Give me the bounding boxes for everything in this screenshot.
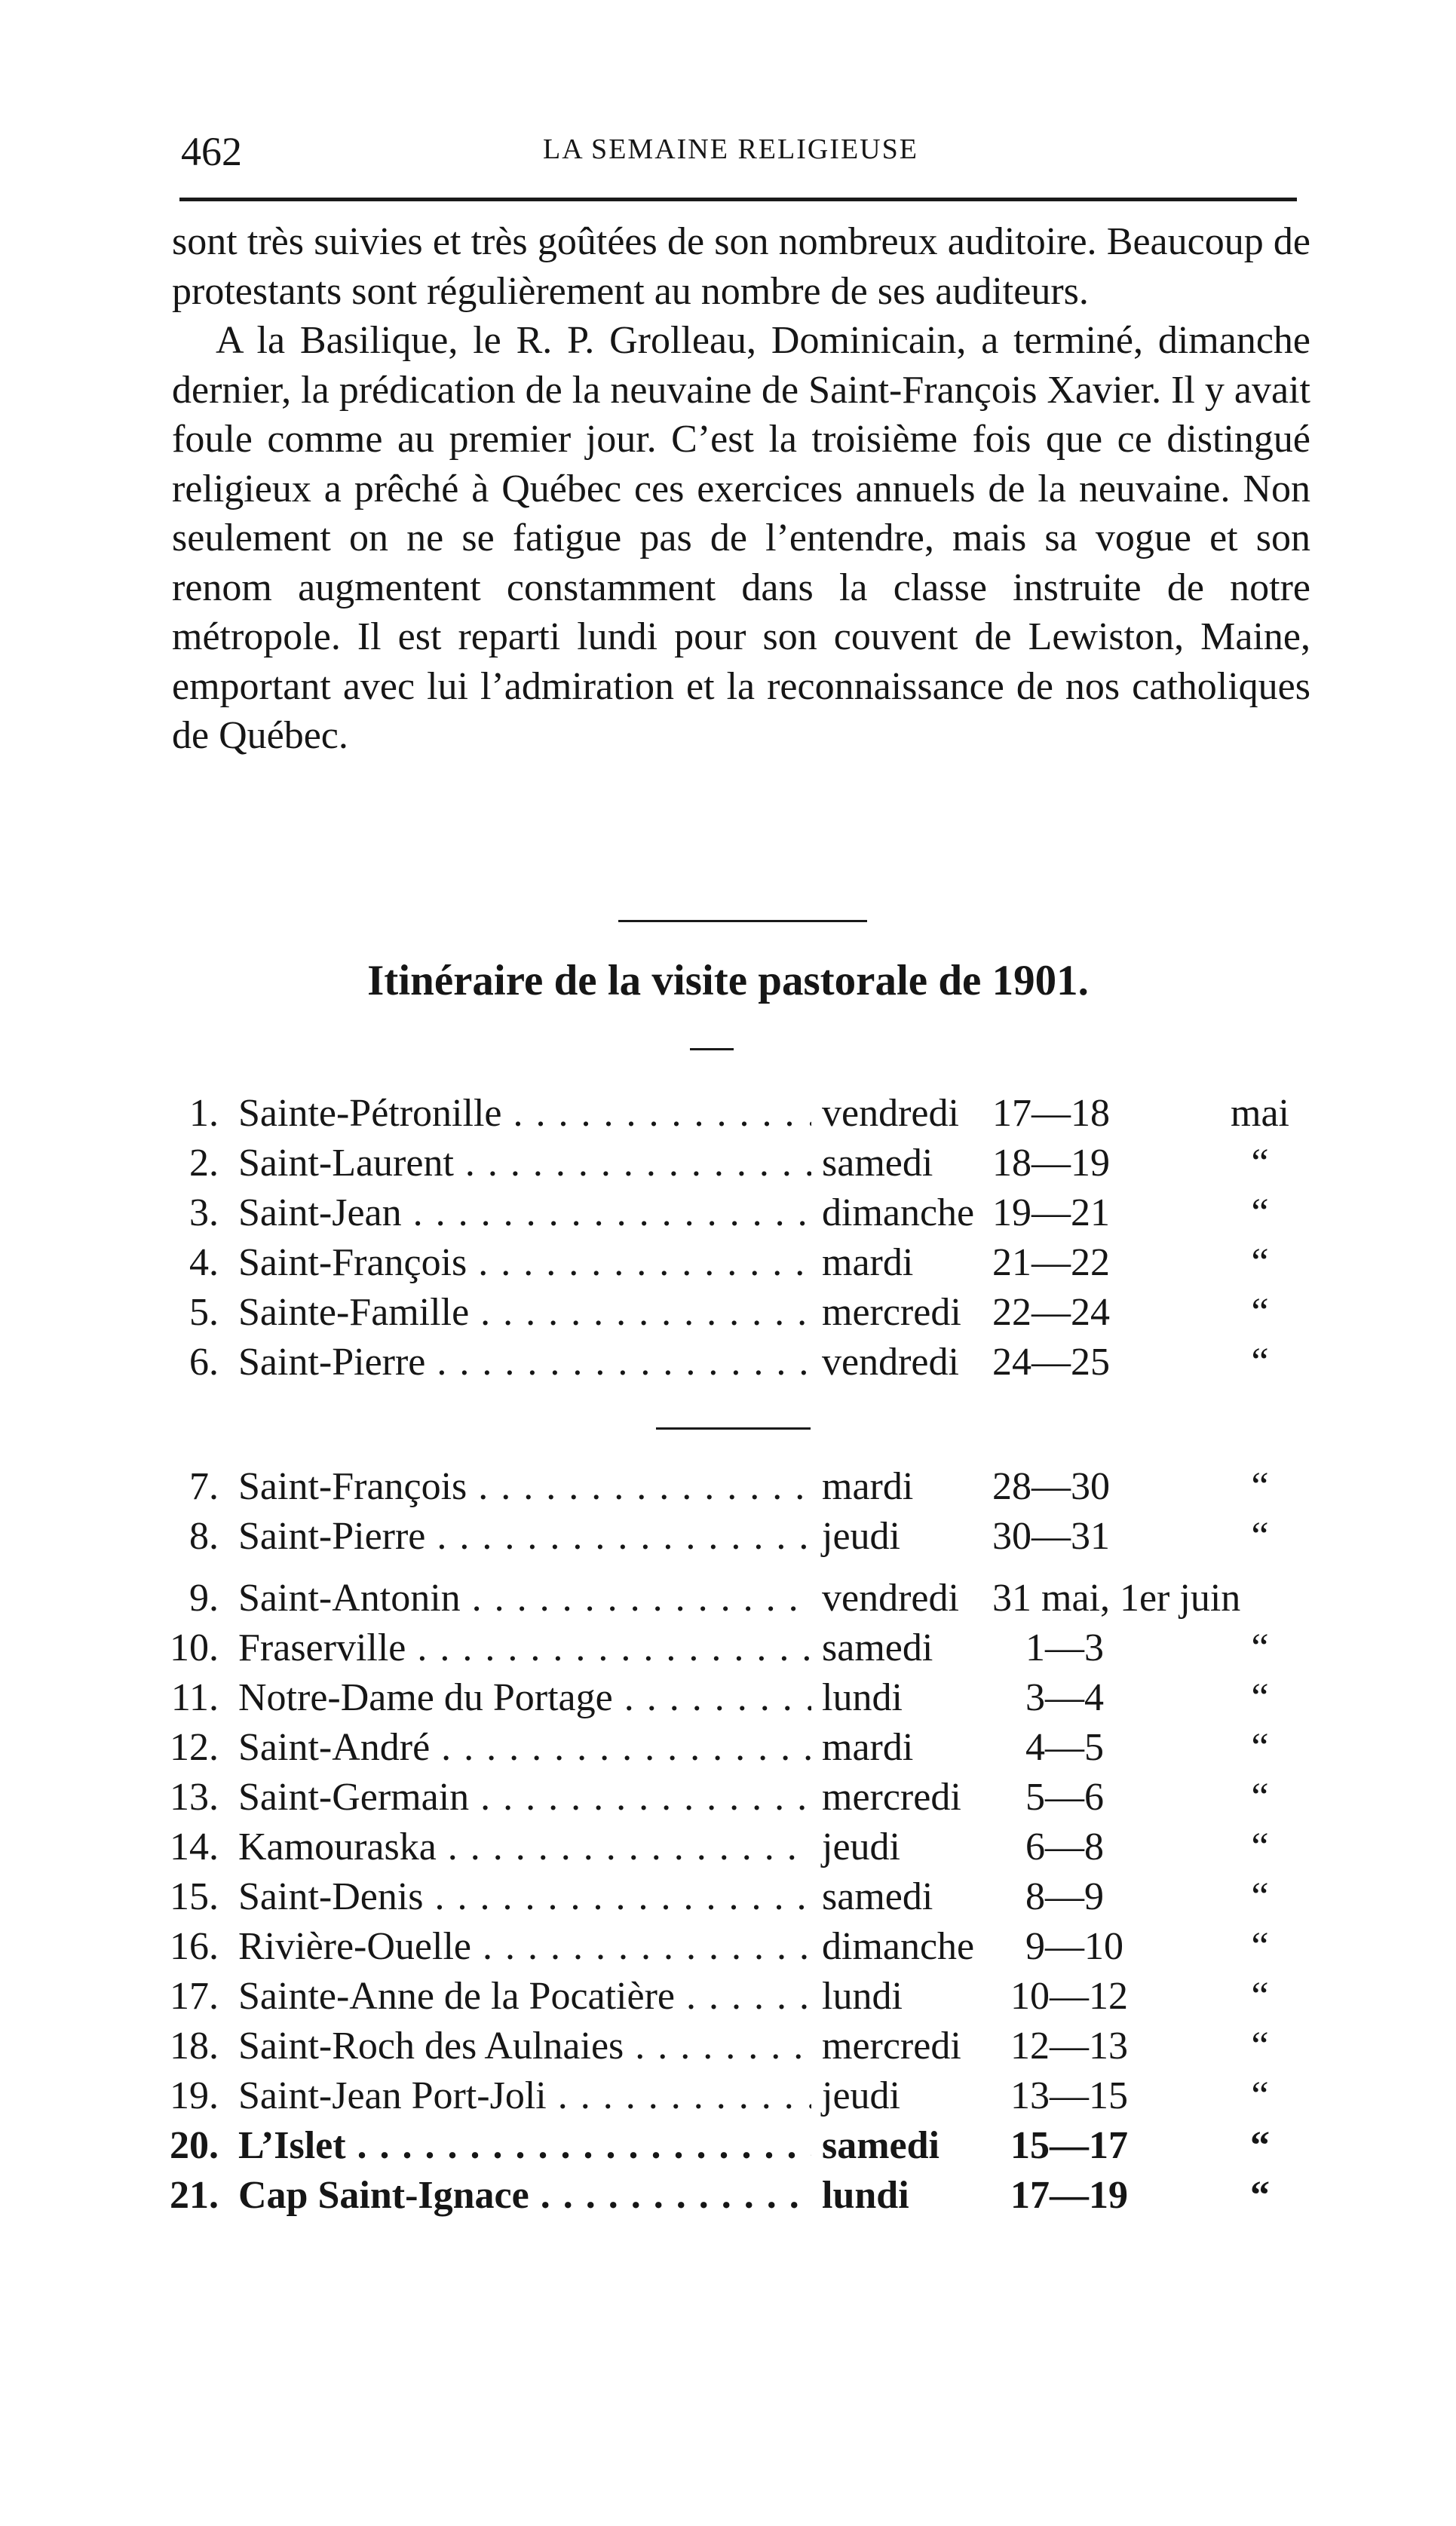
row-number: 11. xyxy=(170,1676,219,1719)
parish-name: Cap Saint-Ignace . . . xyxy=(238,2173,811,2218)
row-number: 1. xyxy=(189,1092,219,1135)
row-number: 18. xyxy=(170,2025,219,2068)
weekday: vendredi xyxy=(822,1341,959,1384)
ditto-mark: “ xyxy=(1251,1875,1269,1918)
parish-name: Notre-Dame du Portage . . . xyxy=(238,1675,811,1720)
parish-name: Saint-André . . . xyxy=(238,1725,811,1770)
row-number: 3. xyxy=(189,1191,219,1234)
weekday: mardi xyxy=(822,1465,914,1508)
date-range: 22—24 xyxy=(992,1291,1110,1334)
weekday: lundi xyxy=(822,1975,903,2018)
ditto-mark: “ xyxy=(1250,2174,1270,2217)
table-row xyxy=(0,1340,1456,1390)
date-range: 10—12 xyxy=(1010,1975,1128,2018)
table-row xyxy=(0,1576,1456,1626)
row-number: 9. xyxy=(189,1577,219,1620)
row-number: 19. xyxy=(170,2074,219,2117)
ditto-mark: “ xyxy=(1251,1925,1269,1968)
table-row xyxy=(0,1141,1456,1191)
weekday: vendredi xyxy=(822,1577,959,1620)
date-range: 18—19 xyxy=(992,1142,1110,1185)
row-number: 21. xyxy=(170,2174,219,2217)
ditto-mark: “ xyxy=(1251,1975,1269,2018)
parish-name: Fraserville . . . xyxy=(238,1626,811,1670)
paragraph: sont très suivies et très goûtées de son nombreux auditoire. Beaucoup de protestants sont régulièrement au nombre de ses auditeurs. xyxy=(172,220,1310,313)
page-number: 462 xyxy=(181,129,242,174)
group-divider xyxy=(656,1427,811,1430)
parish-name: Saint-Pierre . . . xyxy=(238,1514,811,1559)
parish-name: Saint-Roch des Aulnaies . . . xyxy=(238,2024,811,2068)
parish-name: Sainte-Anne de la Pocatière . . . xyxy=(238,1974,811,2019)
ditto-mark: “ xyxy=(1251,1826,1269,1868)
weekday: samedi xyxy=(822,1142,933,1185)
parish-name: Saint-François . . . xyxy=(238,1240,811,1285)
parish-name: Kamouraska . . . xyxy=(238,1825,811,1869)
date-range: 17—18 xyxy=(992,1092,1110,1135)
row-number: 13. xyxy=(170,1776,219,1819)
parish-name: Saint-François . . . xyxy=(238,1464,811,1509)
weekday: samedi xyxy=(822,1626,933,1669)
ditto-mark: “ xyxy=(1250,2124,1270,2167)
parish-name: Sainte-Famille . . . xyxy=(238,1290,811,1335)
row-number: 16. xyxy=(170,1925,219,1968)
ditto-mark: “ xyxy=(1251,1291,1269,1334)
weekday: dimanche xyxy=(822,1191,975,1234)
parish-name: Saint-Denis . . . xyxy=(238,1875,811,1919)
weekday: dimanche xyxy=(822,1925,975,1968)
row-number: 8. xyxy=(189,1515,219,1558)
ditto-mark: “ xyxy=(1251,1776,1269,1819)
table-row xyxy=(0,1091,1456,1141)
parish-name: Saint-Jean Port-Joli . . . xyxy=(238,2074,811,2118)
weekday: lundi xyxy=(822,1676,903,1719)
row-number: 14. xyxy=(170,1826,219,1868)
table-row xyxy=(0,2024,1456,2074)
date-range: 9—10 xyxy=(1025,1925,1123,1968)
weekday: mercredi xyxy=(822,1776,961,1819)
date-range: 17—19 xyxy=(1010,2174,1128,2217)
date-range: 13—15 xyxy=(1010,2074,1128,2117)
parish-name: Saint-Antonin . . . xyxy=(238,1576,811,1620)
weekday: mardi xyxy=(822,1726,914,1769)
row-number: 2. xyxy=(189,1142,219,1185)
date-range: 31 mai, 1er juin xyxy=(992,1577,1241,1620)
parish-name: Rivière-Ouelle . . . xyxy=(238,1924,811,1969)
ditto-mark: “ xyxy=(1251,1241,1269,1284)
date-range: 19—21 xyxy=(992,1191,1110,1234)
month: mai xyxy=(1231,1092,1289,1135)
weekday: lundi xyxy=(822,2174,909,2217)
running-title: LA SEMAINE RELIGIEUSE xyxy=(543,133,918,165)
row-number: 12. xyxy=(170,1726,219,1769)
weekday: mercredi xyxy=(822,2025,961,2068)
table-row xyxy=(0,2173,1456,2223)
ditto-mark: “ xyxy=(1251,1191,1269,1234)
ditto-mark: “ xyxy=(1251,2074,1269,2117)
row-number: 6. xyxy=(189,1341,219,1384)
parish-name: Saint-Laurent . . . xyxy=(238,1141,811,1185)
ditto-mark: “ xyxy=(1251,1465,1269,1508)
date-range: 24—25 xyxy=(992,1341,1110,1384)
date-range: 3—4 xyxy=(1025,1676,1104,1719)
table-row xyxy=(0,1191,1456,1240)
table-row xyxy=(0,1626,1456,1675)
date-range: 6—8 xyxy=(1025,1826,1104,1868)
table-row xyxy=(0,1924,1456,1974)
row-number: 7. xyxy=(189,1465,219,1508)
date-range: 8—9 xyxy=(1025,1875,1104,1918)
weekday: vendredi xyxy=(822,1092,959,1135)
table-row xyxy=(0,1825,1456,1875)
table-row xyxy=(0,1240,1456,1290)
table-row xyxy=(0,1725,1456,1775)
ditto-mark: “ xyxy=(1251,1626,1269,1669)
weekday: jeudi xyxy=(822,2074,900,2117)
date-range: 1—3 xyxy=(1025,1626,1104,1669)
parish-name: Saint-Jean . . . xyxy=(238,1191,811,1235)
table-row xyxy=(0,1514,1456,1564)
parish-name: Saint-Germain . . . xyxy=(238,1775,811,1819)
table-row xyxy=(0,1974,1456,2024)
weekday: jeudi xyxy=(822,1826,900,1868)
date-range: 4—5 xyxy=(1025,1726,1104,1769)
date-range: 21—22 xyxy=(992,1241,1110,1284)
weekday: mercredi xyxy=(822,1291,961,1334)
table-row xyxy=(0,1875,1456,1924)
table-row xyxy=(0,1290,1456,1340)
weekday: jeudi xyxy=(822,1515,900,1558)
row-number: 15. xyxy=(170,1875,219,1918)
weekday: samedi xyxy=(822,1875,933,1918)
row-number: 10. xyxy=(170,1626,219,1669)
table-row xyxy=(0,2123,1456,2173)
row-number: 5. xyxy=(189,1291,219,1334)
section-title: Itinéraire de la visite pastorale de 1901. xyxy=(367,957,1089,1004)
table-row xyxy=(0,1464,1456,1514)
parish-name: L’Islet . . . xyxy=(238,2123,811,2168)
ditto-mark: “ xyxy=(1251,1726,1269,1769)
ditto-mark: “ xyxy=(1251,2025,1269,2068)
parish-name: Saint-Pierre . . . xyxy=(238,1340,811,1384)
date-range: 28—30 xyxy=(992,1465,1110,1508)
table-row xyxy=(0,1675,1456,1725)
date-range: 30—31 xyxy=(992,1515,1110,1558)
row-number: 17. xyxy=(170,1975,219,2018)
table-row xyxy=(0,1775,1456,1825)
table-row xyxy=(0,2074,1456,2123)
ditto-mark: “ xyxy=(1251,1142,1269,1185)
date-range: 12—13 xyxy=(1010,2025,1128,2068)
weekday: samedi xyxy=(822,2124,940,2167)
weekday: mardi xyxy=(822,1241,914,1284)
row-number: 4. xyxy=(189,1241,219,1284)
parish-name: Sainte-Pétronille . . . xyxy=(238,1091,811,1136)
ditto-mark: “ xyxy=(1251,1676,1269,1719)
date-range: 15—17 xyxy=(1010,2124,1128,2167)
ditto-mark: “ xyxy=(1251,1515,1269,1558)
row-number: 20. xyxy=(170,2124,219,2167)
ditto-mark: “ xyxy=(1251,1341,1269,1384)
paragraph: A la Basilique, le R. P. Grolleau, Dominicain, a terminé, dimanche dernier, la prédication de la neuvaine de Saint-François Xavier. Il y avait foule comme au premier jour. C’est la troisième fois que ce distingué religieux a prêché à Québec ces exercices annuels de la neuvaine. Non seulement on ne se fatigue pas de l’entendre, mais sa vogue et son renom augmentent constamment dans la classe instruite de notre métropole. Il est reparti lundi pour son couvent de Lewiston, Maine, emportant avec lui l’admiration et la reconnaissance de nos catholiques de Québec. xyxy=(172,319,1310,757)
date-range: 5—6 xyxy=(1025,1776,1104,1819)
